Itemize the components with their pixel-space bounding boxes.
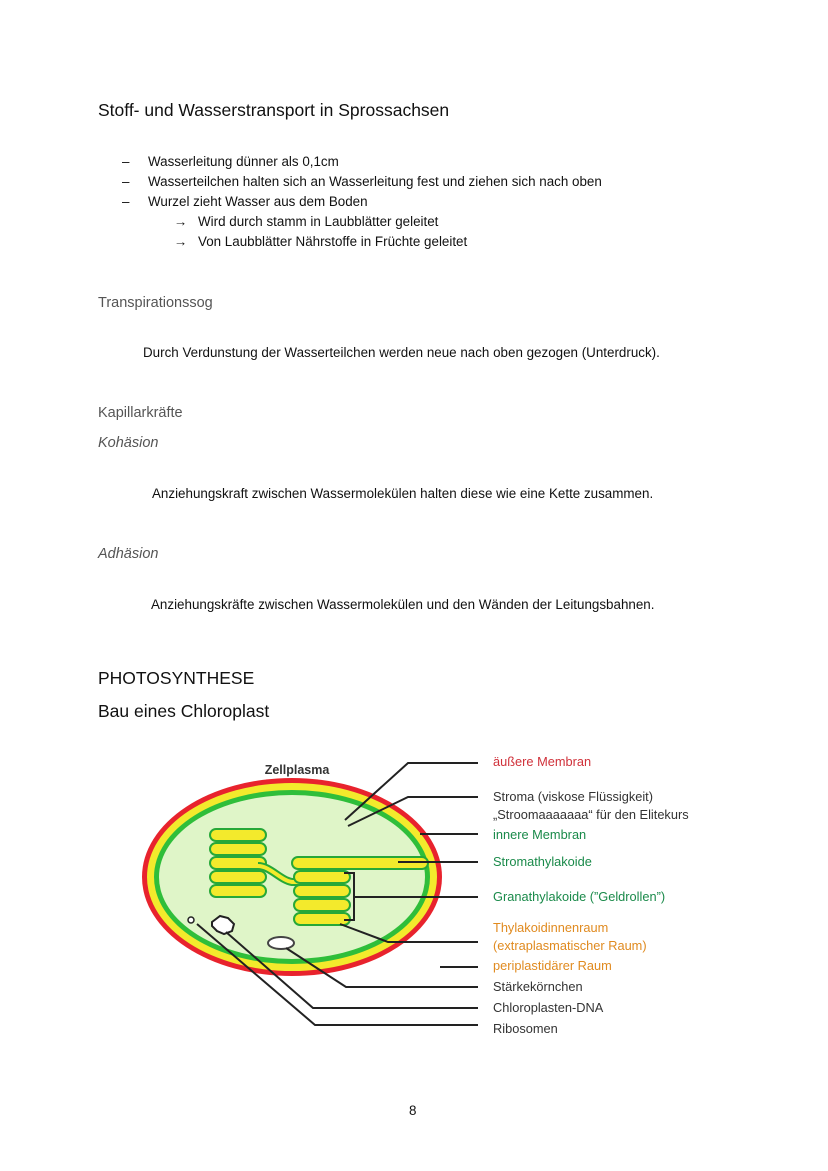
bullet-dash: –	[122, 174, 130, 189]
transpiration-heading: Transpirationssog	[98, 295, 213, 311]
label-dna: Chloroplasten-DNA	[493, 1000, 604, 1015]
label-aeussere-membran: äußere Membran	[493, 754, 592, 769]
label-periplastidaer: periplastidärer Raum	[493, 958, 612, 973]
bullet-item: Wurzel zieht Wasser aus dem Boden	[148, 194, 368, 209]
arrow-icon: →	[174, 214, 188, 229]
starch-grain-shape	[268, 937, 294, 949]
label-stroma-joke: „Stroomaaaaaaa“ für den Elitekurs	[493, 807, 689, 822]
zellplasma-label: Zellplasma	[264, 763, 330, 777]
bullet-dash: –	[122, 194, 130, 209]
grana-stack-right	[294, 871, 350, 925]
page-number: 8	[409, 1103, 417, 1118]
sub-bullet-item: Von Laubblätter Nährstoffe in Früchte geleitet	[198, 234, 468, 249]
bullet-item: Wasserteilchen halten sich an Wasserleitung fest und ziehen sich nach oben	[148, 174, 602, 189]
label-stromathylakoide: Stromathylakoide	[493, 854, 592, 869]
kohaesion-text: Anziehungskraft zwischen Wassermolekülen halten diese wie eine Kette zusammen.	[152, 486, 654, 501]
label-extraplasmatisch: (extraplasmatischer Raum)	[493, 938, 647, 953]
chloroplast-heading: Bau eines Chloroplast	[98, 701, 270, 721]
sub-bullet-item: Wird durch stamm in Laubblätter geleitet	[198, 214, 439, 229]
label-stroma: Stroma (viskose Flüssigkeit)	[493, 789, 653, 804]
label-thylakoidinnenraum: Thylakoidinnenraum	[493, 920, 609, 935]
photosynthese-heading: PHOTOSYNTHESE	[98, 668, 255, 688]
adhaesion-heading: Adhäsion	[98, 546, 159, 562]
kapillar-heading: Kapillarkräfte	[98, 405, 183, 421]
bullet-dash: –	[122, 154, 130, 169]
kohaesion-heading: Kohäsion	[98, 435, 159, 451]
transpiration-text: Durch Verdunstung der Wasserteilchen werden neue nach oben gezogen (Unterdruck).	[143, 345, 660, 360]
label-granathylakoide: Granathylakoide (”Geldrollen”)	[493, 889, 666, 904]
label-staerke: Stärkekörnchen	[493, 979, 583, 994]
section-title: Stoff- und Wasserstransport in Sprossachsen	[98, 100, 450, 120]
stroma-shape	[159, 795, 425, 959]
adhaesion-text: Anziehungskräfte zwischen Wassermolekülen und den Wänden der Leitungsbahnen.	[151, 597, 655, 612]
label-ribosomen: Ribosomen	[493, 1021, 558, 1036]
arrow-icon: →	[174, 234, 188, 249]
bullet-item: Wasserleitung dünner als 0,1cm	[148, 154, 339, 169]
ribosome-shape	[188, 917, 194, 923]
grana-stack-left	[210, 829, 266, 897]
label-innere-membran: innere Membran	[493, 827, 587, 842]
